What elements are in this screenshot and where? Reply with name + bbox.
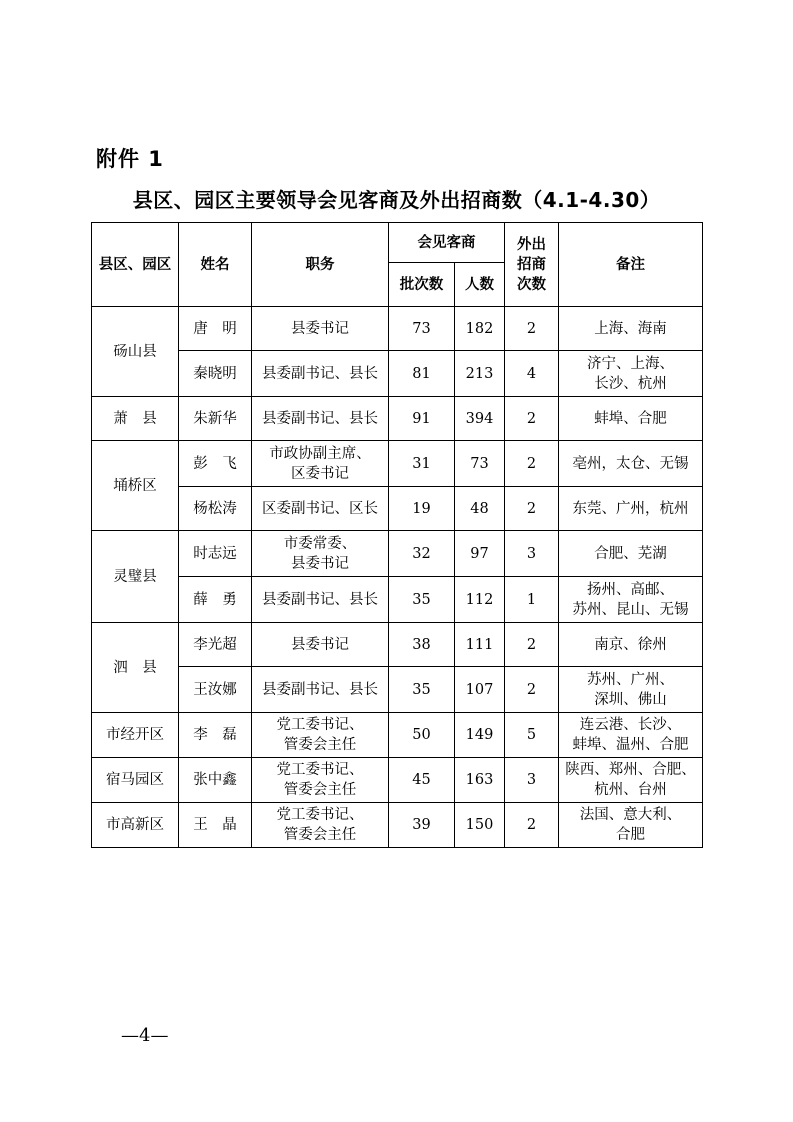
name-cell: 李 磊 bbox=[179, 713, 252, 758]
name-cell: 薛 勇 bbox=[179, 577, 252, 623]
position-cell: 县委副书记、县长 bbox=[252, 577, 389, 623]
batches-cell: 81 bbox=[389, 351, 455, 397]
header-batches: 批次数 bbox=[389, 263, 455, 307]
people-cell: 73 bbox=[455, 441, 505, 487]
batches-cell: 91 bbox=[389, 397, 455, 441]
remarks-cell: 亳州，太仓、无锡 bbox=[559, 441, 703, 487]
batches-cell: 31 bbox=[389, 441, 455, 487]
remarks-cell: 苏州、广州、 深圳、佛山 bbox=[559, 667, 703, 713]
name-cell: 彭 飞 bbox=[179, 441, 252, 487]
table-row bbox=[92, 397, 703, 441]
district-cell: 埇桥区 bbox=[92, 441, 179, 531]
position-cell: 县委副书记、县长 bbox=[252, 667, 389, 713]
table-row bbox=[92, 487, 703, 531]
header-remarks: 备注 bbox=[559, 223, 703, 307]
remarks-cell: 济宁、上海、 长沙、杭州 bbox=[559, 351, 703, 397]
table-row bbox=[92, 803, 703, 848]
trips-cell: 2 bbox=[505, 441, 559, 487]
name-cell: 杨松涛 bbox=[179, 487, 252, 531]
remarks-cell: 连云港、长沙、 蚌埠、温州、合肥 bbox=[559, 713, 703, 758]
batches-cell: 32 bbox=[389, 531, 455, 577]
table-row bbox=[92, 667, 703, 713]
table-row bbox=[92, 351, 703, 397]
position-cell: 市委常委、 县委书记 bbox=[252, 531, 389, 577]
batches-cell: 19 bbox=[389, 487, 455, 531]
trips-cell: 2 bbox=[505, 397, 559, 441]
header-position: 职务 bbox=[252, 223, 389, 307]
remarks-cell: 南京、徐州 bbox=[559, 623, 703, 667]
people-cell: 394 bbox=[455, 397, 505, 441]
table-row bbox=[92, 623, 703, 667]
district-cell: 市高新区 bbox=[92, 803, 179, 848]
batches-cell: 39 bbox=[389, 803, 455, 848]
trips-cell: 2 bbox=[505, 623, 559, 667]
page-number: —4— bbox=[121, 1025, 169, 1046]
name-cell: 唐 明 bbox=[179, 307, 252, 351]
batches-cell: 50 bbox=[389, 713, 455, 758]
batches-cell: 35 bbox=[389, 577, 455, 623]
header-people: 人数 bbox=[455, 263, 505, 307]
batches-cell: 38 bbox=[389, 623, 455, 667]
name-cell: 王 晶 bbox=[179, 803, 252, 848]
people-cell: 48 bbox=[455, 487, 505, 531]
people-cell: 149 bbox=[455, 713, 505, 758]
remarks-cell: 陕西、郑州、合肥、 杭州、台州 bbox=[559, 758, 703, 803]
trips-cell: 3 bbox=[505, 531, 559, 577]
remarks-cell: 蚌埠、合肥 bbox=[559, 397, 703, 441]
people-cell: 150 bbox=[455, 803, 505, 848]
people-cell: 107 bbox=[455, 667, 505, 713]
attachment-label: 附件 1 bbox=[96, 147, 164, 171]
table-row bbox=[92, 531, 703, 577]
table-row bbox=[92, 713, 703, 758]
header-name: 姓名 bbox=[179, 223, 252, 307]
district-cell: 泗 县 bbox=[92, 623, 179, 713]
table-row bbox=[92, 307, 703, 351]
position-cell: 县委副书记、县长 bbox=[252, 351, 389, 397]
people-cell: 182 bbox=[455, 307, 505, 351]
name-cell: 张中鑫 bbox=[179, 758, 252, 803]
people-cell: 112 bbox=[455, 577, 505, 623]
people-cell: 97 bbox=[455, 531, 505, 577]
district-cell: 灵璧县 bbox=[92, 531, 179, 623]
trips-cell: 2 bbox=[505, 803, 559, 848]
position-cell: 县委书记 bbox=[252, 623, 389, 667]
header-trips: 外出 招商 次数 bbox=[505, 223, 559, 307]
name-cell: 时志远 bbox=[179, 531, 252, 577]
table-row bbox=[92, 758, 703, 803]
header-row bbox=[92, 223, 703, 263]
trips-cell: 1 bbox=[505, 577, 559, 623]
trips-cell: 2 bbox=[505, 667, 559, 713]
people-cell: 111 bbox=[455, 623, 505, 667]
investment-table bbox=[91, 222, 703, 848]
position-cell: 县委书记 bbox=[252, 307, 389, 351]
remarks-cell: 合肥、芜湖 bbox=[559, 531, 703, 577]
header-meet-group: 会见客商 bbox=[389, 223, 505, 263]
name-cell: 李光超 bbox=[179, 623, 252, 667]
trips-cell: 2 bbox=[505, 307, 559, 351]
header-district: 县区、园区 bbox=[92, 223, 179, 307]
people-cell: 163 bbox=[455, 758, 505, 803]
position-cell: 县委副书记、县长 bbox=[252, 397, 389, 441]
district-cell: 宿马园区 bbox=[92, 758, 179, 803]
trips-cell: 2 bbox=[505, 487, 559, 531]
name-cell: 王汝娜 bbox=[179, 667, 252, 713]
position-cell: 党工委书记、 管委会主任 bbox=[252, 803, 389, 848]
batches-cell: 35 bbox=[389, 667, 455, 713]
people-cell: 213 bbox=[455, 351, 505, 397]
remarks-cell: 法国、意大利、 合肥 bbox=[559, 803, 703, 848]
name-cell: 秦晓明 bbox=[179, 351, 252, 397]
name-cell: 朱新华 bbox=[179, 397, 252, 441]
remarks-cell: 东莞、广州，杭州 bbox=[559, 487, 703, 531]
trips-cell: 3 bbox=[505, 758, 559, 803]
trips-cell: 5 bbox=[505, 713, 559, 758]
remarks-cell: 扬州、高邮、 苏州、昆山、无锡 bbox=[559, 577, 703, 623]
position-cell: 市政协副主席、 区委书记 bbox=[252, 441, 389, 487]
batches-cell: 45 bbox=[389, 758, 455, 803]
trips-cell: 4 bbox=[505, 351, 559, 397]
position-cell: 区委副书记、区长 bbox=[252, 487, 389, 531]
table-row bbox=[92, 441, 703, 487]
district-cell: 砀山县 bbox=[92, 307, 179, 397]
district-cell: 市经开区 bbox=[92, 713, 179, 758]
table-row bbox=[92, 577, 703, 623]
document-title: 县区、园区主要领导会见客商及外出招商数（4.1-4.30） bbox=[132, 188, 661, 212]
remarks-cell: 上海、海南 bbox=[559, 307, 703, 351]
batches-cell: 73 bbox=[389, 307, 455, 351]
position-cell: 党工委书记、 管委会主任 bbox=[252, 758, 389, 803]
district-cell: 萧 县 bbox=[92, 397, 179, 441]
position-cell: 党工委书记、 管委会主任 bbox=[252, 713, 389, 758]
